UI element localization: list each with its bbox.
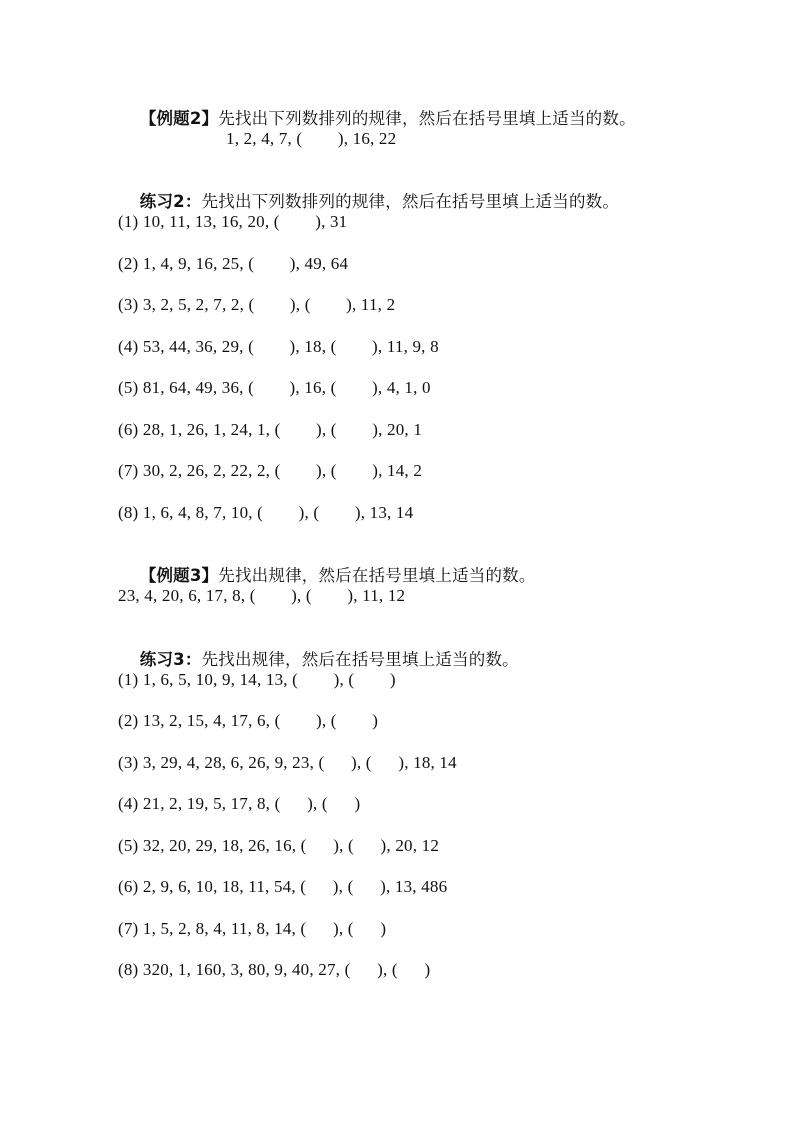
practice2-item-4: (4) 53, 44, 36, 29, ( ), 18, ( ), 11, 9, 8	[118, 337, 439, 356]
example3-sequence: 23, 4, 20, 6, 17, 8, ( ), ( ), 11, 12	[118, 586, 406, 605]
practice2-item-1: (1) 10, 11, 13, 16, 20, ( ), 31	[118, 212, 348, 231]
example3-label: 【例题3】	[139, 566, 219, 585]
practice2-instruction: 先找出下列数排列的规律，然后在括号里填上适当的数。	[201, 192, 620, 211]
practice3-item-1: (1) 1, 6, 5, 10, 9, 14, 13, ( ), ( )	[118, 670, 396, 689]
practice3-item-2: (2) 13, 2, 15, 4, 17, 6, ( ), ( )	[118, 711, 379, 730]
practice2-item-7: (7) 30, 2, 26, 2, 22, 2, ( ), ( ), 14, 2	[118, 461, 423, 480]
practice3-label: 练习3：	[139, 650, 202, 669]
practice2-item-2: (2) 1, 4, 9, 16, 25, ( ), 49, 64	[118, 254, 349, 273]
practice3-item-7: (7) 1, 5, 2, 8, 4, 11, 8, 14, ( ), ( )	[118, 919, 387, 938]
practice3-item-6: (6) 2, 9, 6, 10, 18, 11, 54, ( ), ( ), 13, 486	[118, 877, 448, 896]
example3-instruction: 先找出规律，然后在括号里填上适当的数。	[218, 566, 536, 585]
practice3-item-8: (8) 320, 1, 160, 3, 80, 9, 40, 27, ( ), ( )	[118, 960, 431, 979]
practice3-item-4: (4) 21, 2, 19, 5, 17, 8, ( ), ( )	[118, 794, 361, 813]
example2-label: 【例题2】	[139, 109, 219, 128]
practice2-item-3: (3) 3, 2, 5, 2, 7, 2, ( ), ( ), 11, 2	[118, 295, 396, 314]
practice2-item-6: (6) 28, 1, 26, 1, 24, 1, ( ), ( ), 20, 1	[118, 420, 423, 439]
example2-instruction: 先找出下列数排列的规律，然后在括号里填上适当的数。	[218, 109, 636, 128]
example2-sequence: 1, 2, 4, 7, ( ), 16, 22	[226, 129, 397, 148]
practice2-item-5: (5) 81, 64, 49, 36, ( ), 16, ( ), 4, 1, 0	[118, 378, 431, 397]
practice3-instruction: 先找出规律，然后在括号里填上适当的数。	[201, 650, 519, 669]
practice2-item-8: (8) 1, 6, 4, 8, 7, 10, ( ), ( ), 13, 14	[118, 503, 414, 522]
practice3-item-5: (5) 32, 20, 29, 18, 26, 16, ( ), ( ), 20, 12	[118, 836, 440, 855]
practice2-label: 练习2：	[139, 192, 202, 211]
practice3-item-3: (3) 3, 29, 4, 28, 6, 26, 9, 23, ( ), ( ), 18, 14	[118, 753, 457, 772]
